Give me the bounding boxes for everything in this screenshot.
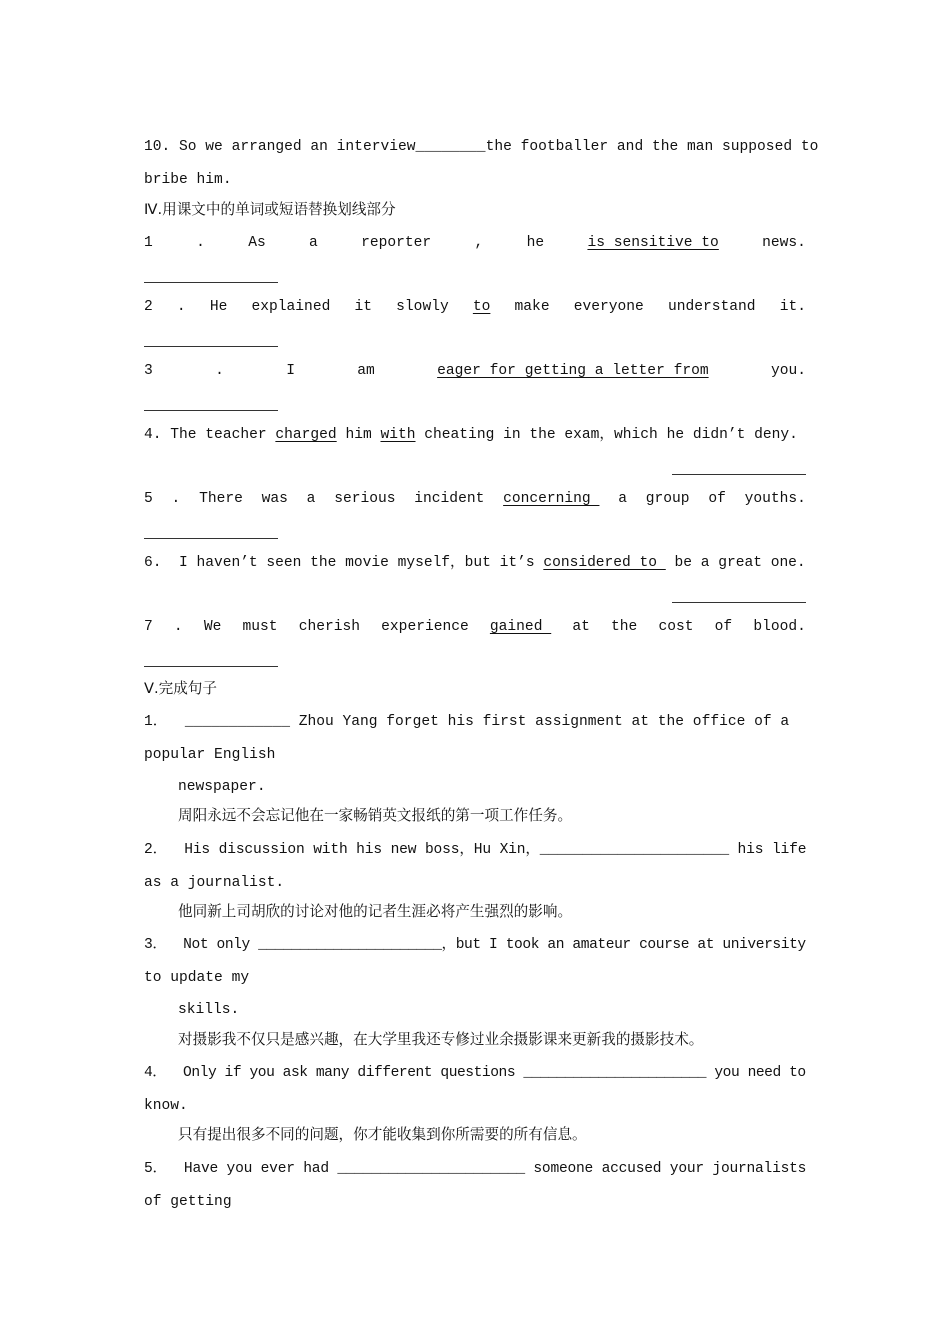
exercise-item-4-2: [144, 298, 806, 316]
word: the: [611, 619, 638, 635]
word: experience: [381, 619, 469, 635]
word: We: [203, 619, 222, 635]
word: am: [357, 363, 375, 379]
text-segment: 6. I haven’t seen the movie myself，but it’s: [144, 555, 544, 571]
text-segment: 10. So we arranged an interview: [144, 139, 416, 155]
item-number: 1: [144, 235, 153, 251]
word: cost: [658, 619, 694, 635]
underlined-phrase: eager for getting a letter from: [437, 363, 709, 379]
sentence-item-5-3-line2: to update my: [144, 970, 250, 986]
answer-blank: [144, 282, 278, 283]
sentence-item-5-4-translation: 只有提出很多不同的问题，你才能收集到你所需要的所有信息。: [178, 1126, 587, 1143]
text-segment: the footballer and the man supposed to: [485, 139, 819, 155]
underlined-phrase: with: [380, 427, 416, 443]
sentence-item-5-5-line2: of getting: [144, 1194, 232, 1210]
exercise-item-4-5: [144, 490, 806, 508]
prev-item-line2: bribe him.: [144, 172, 232, 188]
word: There: [199, 491, 243, 507]
word: at: [572, 619, 590, 635]
text-segment: be a great one.: [665, 555, 806, 571]
word: cherish: [298, 619, 361, 635]
punct: ,: [474, 235, 484, 251]
punct: .: [215, 363, 224, 379]
sentence-item-5-5-line1: 5． Have you ever had ______________________ someone accused your journalists: [144, 1161, 807, 1177]
word: a: [618, 491, 627, 507]
word: of: [714, 619, 733, 635]
word: slowly: [396, 299, 449, 315]
sentence-item-5-3-translation: 对摄影我不仅只是感兴趣，在大学里我还专修过业余摄影课来更新我的摄影技术。: [178, 1031, 704, 1048]
underlined-phrase: to: [472, 299, 491, 315]
answer-blank: [144, 410, 278, 411]
sentence-item-5-4-line1: 4． Only if you ask many different questions ______________________ you need to: [144, 1065, 806, 1081]
exercise-item-4-1: [144, 234, 806, 252]
exercise-item-4-4: [144, 426, 798, 444]
word: blood.: [753, 619, 806, 635]
word: must: [242, 619, 278, 635]
word: serious: [334, 491, 396, 507]
word: As: [248, 235, 266, 251]
answer-blank: [144, 346, 278, 347]
punct: .: [171, 491, 181, 507]
underlined-phrase: gained: [489, 619, 552, 635]
sentence-item-5-1-translation: 周阳永远不会忘记他在一家畅销英文报纸的第一项工作任务。: [178, 807, 573, 824]
text-segment: cheating in the exam，which he didn’t deny.: [415, 427, 798, 443]
item-number: 7: [144, 619, 153, 635]
word: reporter: [361, 235, 432, 251]
exercise-item-4-7: [144, 618, 806, 636]
section-heading-5: Ⅴ.完成句子: [144, 680, 217, 697]
sentence-item-5-2-line2: as a journalist.: [144, 875, 285, 891]
item-number: 2: [144, 299, 153, 315]
item-number: 3: [144, 363, 153, 379]
word: of: [708, 491, 726, 507]
exercise-item-4-6: [144, 554, 806, 572]
sentence-item-5-1-line2: popular English: [144, 747, 276, 763]
sentence-item-5-3-line1: 3． Not only ______________________，but I took an amateur course at university: [144, 937, 806, 953]
text-segment: him: [336, 427, 381, 443]
answer-blank: [672, 474, 806, 475]
answer-blank: [144, 666, 278, 667]
word: you.: [770, 363, 806, 379]
word: group: [645, 491, 690, 507]
answer-blank: [144, 538, 278, 539]
word: it.: [779, 299, 806, 315]
answer-blank: ________: [415, 139, 486, 155]
underlined-phrase: considered to: [543, 555, 666, 571]
text-segment: 4. The teacher: [144, 427, 276, 443]
sentence-item-5-1-line1: 1． ____________ Zhou Yang forget his first assignment at the office of a: [144, 714, 790, 730]
sentence-item-5-3-line3: skills.: [178, 1002, 240, 1018]
word: incident: [414, 491, 485, 507]
word: a: [309, 235, 318, 251]
underlined-phrase: concerning: [503, 491, 600, 507]
sentence-item-5-2-line1: 2． His discussion with his new boss，Hu Xin，______________________ his life: [144, 842, 807, 858]
word: news.: [762, 235, 806, 251]
word: understand: [667, 299, 756, 315]
item-number: 5: [144, 491, 153, 507]
prev-item-line1: [144, 138, 819, 156]
word: make: [514, 299, 550, 315]
word: He: [209, 299, 228, 315]
word: everyone: [573, 299, 644, 315]
punct: .: [173, 619, 183, 635]
word: was: [261, 491, 288, 507]
word: a: [306, 491, 316, 507]
sentence-item-5-1-line3: newspaper.: [178, 779, 266, 795]
answer-blank: [672, 602, 806, 603]
word: youths.: [744, 491, 806, 507]
underlined-phrase: is sensitive to: [587, 235, 719, 251]
word: it: [354, 299, 373, 315]
sentence-item-5-4-line2: know.: [144, 1098, 188, 1114]
punct: .: [196, 235, 205, 251]
exercise-item-4-3: [144, 362, 806, 380]
section-heading-4: Ⅳ.用课文中的单词或短语替换划线部分: [144, 201, 396, 218]
word: he: [526, 235, 545, 251]
punct: .: [176, 299, 186, 315]
word: explained: [251, 299, 331, 315]
underlined-phrase: charged: [275, 427, 337, 443]
word: I: [286, 363, 295, 379]
sentence-item-5-2-translation: 他同新上司胡欣的讨论对他的记者生涯必将产生强烈的影响。: [178, 903, 573, 920]
